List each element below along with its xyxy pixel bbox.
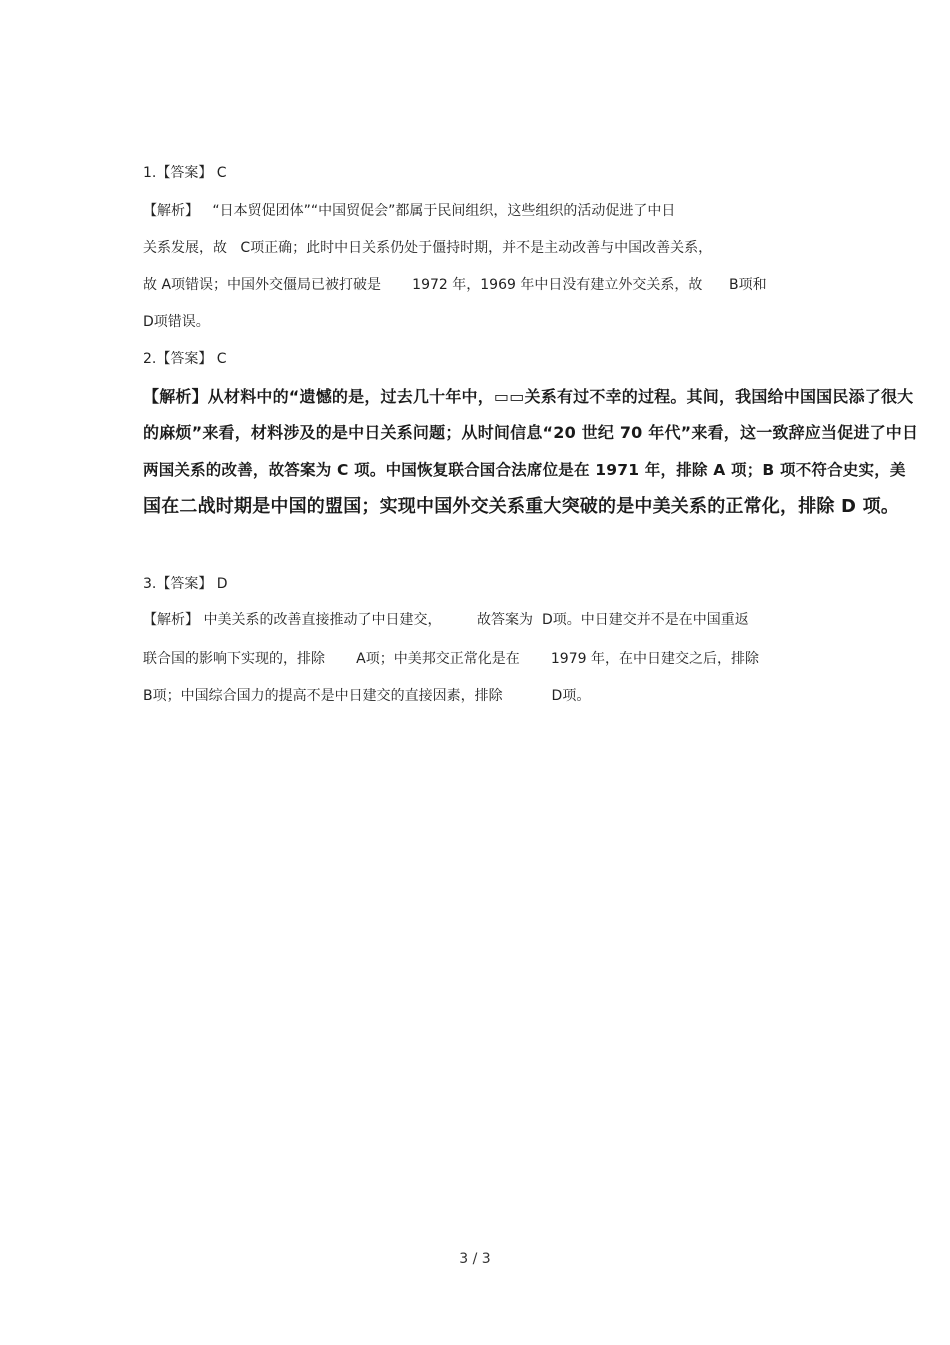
q2-explanation-line-4: 国在二战时期是中国的盟国；实现中国外交关系重大突破的是中美关系的正常化，排除 D 项。 (143, 496, 900, 517)
page-number: 3 / 3 (459, 1251, 491, 1267)
q2-explanation-line-3: 两国关系的改善，故答案为 C 项。中国恢复联合国合法席位是在 1971 年，排除 A 项；B 项不符合史实，美 (143, 461, 906, 479)
q2-explanation-image (143, 381, 923, 521)
q2-answer: 2.【答案】 C (143, 351, 227, 367)
q2-explanation-line-2: 的麻烦”来看，材料涉及的是中日关系问题；从时间信息“20 世纪 70 年代”来看，这一致辞应当促进了中日 (143, 423, 919, 442)
q3-answer: 3.【答案】 D (143, 576, 228, 592)
q1-explanation-line-1: 【解析】 “日本贸促团体”“中国贸促会”都属于民间组织，这些组织的活动促进了中日 (143, 203, 676, 219)
q2-explanation-line-1: 【解析】从材料中的“遗憾的是，过去几十年中，▭▭关系有过不幸的过程。其间，我国给中国国民添了很大 (143, 387, 914, 406)
q3-explanation-line-2: 联合国的影响下实现的，排除 A项；中美邦交正常化是在 1979 年，在中日建交之后，排除 (143, 651, 759, 667)
q3-explanation-line-3: B项；中国综合国力的提高不是中日建交的直接因素，排除 D项。 (143, 688, 591, 704)
q1-explanation-line-2: 关系发展，故 C项正确；此时中日关系仍处于僵持时期，并不是主动改善与中国改善关系， (143, 240, 713, 256)
q1-answer: 1.【答案】 C (143, 165, 227, 181)
q1-explanation-line-4: D项错误。 (143, 314, 210, 330)
q3-explanation-line-1: 【解析】 中美关系的改善直接推动了中日建交， 故答案为 D项。中日建交并不是在中国重返 (143, 612, 749, 628)
q1-explanation-line-3: 故 A项错误；中国外交僵局已被打破是 1972 年，1969 年中日没有建立外交关系，故 B项和 (143, 277, 767, 293)
